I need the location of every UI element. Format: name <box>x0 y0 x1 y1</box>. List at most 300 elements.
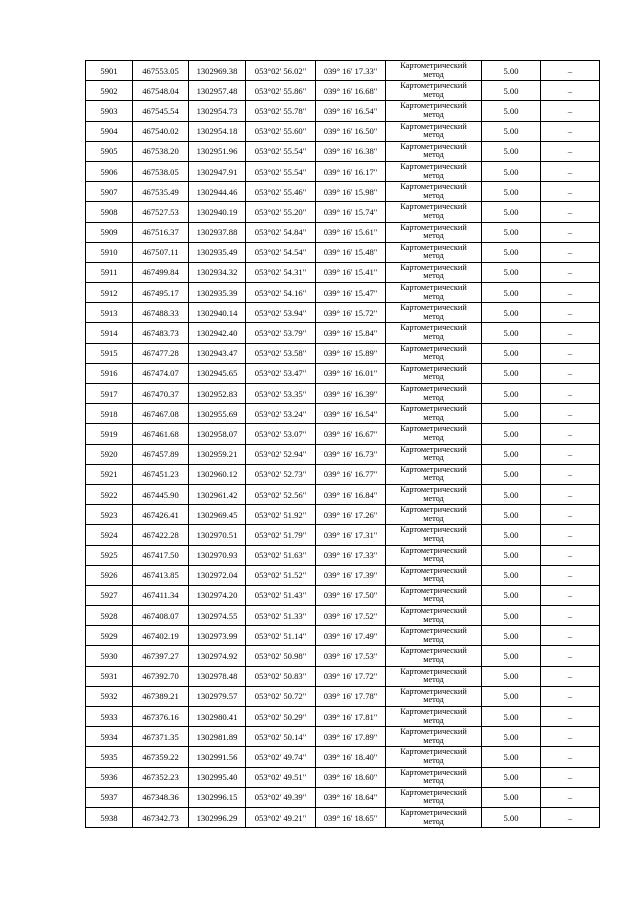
note-cell: – <box>541 202 600 222</box>
note-cell: – <box>541 787 600 807</box>
longitude-cell: 039° 16' 17.89" <box>316 727 386 747</box>
longitude-cell: 039° 16' 15.98" <box>316 182 386 202</box>
latitude-cell: 053°02' 52.73" <box>246 464 316 484</box>
longitude-cell: 039° 16' 16.39" <box>316 384 386 404</box>
x-coordinate-cell: 467553.05 <box>133 61 189 81</box>
table-row <box>86 767 600 787</box>
table-row <box>86 424 600 444</box>
table-row <box>86 606 600 626</box>
note-cell: – <box>541 121 600 141</box>
accuracy-cell: 5.00 <box>482 484 541 504</box>
latitude-cell: 053°02' 51.63" <box>246 545 316 565</box>
y-coordinate-cell: 1302970.93 <box>189 545 246 565</box>
y-coordinate-cell: 1302957.48 <box>189 81 246 101</box>
y-coordinate-cell: 1302996.15 <box>189 787 246 807</box>
latitude-cell: 053°02' 49.21" <box>246 807 316 827</box>
accuracy-cell: 5.00 <box>482 707 541 727</box>
x-coordinate-cell: 467392.70 <box>133 666 189 686</box>
longitude-cell: 039° 16' 18.64" <box>316 787 386 807</box>
point-number-cell: 5938 <box>86 807 133 827</box>
note-cell: – <box>541 384 600 404</box>
point-number-cell: 5910 <box>86 242 133 262</box>
accuracy-cell: 5.00 <box>482 787 541 807</box>
y-coordinate-cell: 1302935.49 <box>189 242 246 262</box>
table-row <box>86 585 600 605</box>
accuracy-cell: 5.00 <box>482 101 541 121</box>
longitude-cell: 039° 16' 16.01" <box>316 363 386 383</box>
y-coordinate-cell: 1302979.57 <box>189 686 246 706</box>
longitude-cell: 039° 16' 17.33" <box>316 61 386 81</box>
latitude-cell: 053°02' 50.72" <box>246 686 316 706</box>
longitude-cell: 039° 16' 15.61" <box>316 222 386 242</box>
accuracy-cell: 5.00 <box>482 161 541 181</box>
latitude-cell: 053°02' 53.07" <box>246 424 316 444</box>
note-cell: – <box>541 807 600 827</box>
method-cell: Картометрический метод <box>386 545 482 565</box>
point-number-cell: 5906 <box>86 161 133 181</box>
point-number-cell: 5915 <box>86 343 133 363</box>
table-row <box>86 343 600 363</box>
method-cell: Картометрический метод <box>386 61 482 81</box>
latitude-cell: 053°02' 49.39" <box>246 787 316 807</box>
note-cell: – <box>541 545 600 565</box>
x-coordinate-cell: 467516.37 <box>133 222 189 242</box>
longitude-cell: 039° 16' 16.50" <box>316 121 386 141</box>
method-cell: Картометрический метод <box>386 767 482 787</box>
method-cell: Картометрический метод <box>386 242 482 262</box>
x-coordinate-cell: 467488.33 <box>133 303 189 323</box>
y-coordinate-cell: 1302940.19 <box>189 202 246 222</box>
note-cell: – <box>541 61 600 81</box>
method-cell: Картометрический метод <box>386 484 482 504</box>
x-coordinate-cell: 467348.36 <box>133 787 189 807</box>
note-cell: – <box>541 262 600 282</box>
y-coordinate-cell: 1302940.14 <box>189 303 246 323</box>
longitude-cell: 039° 16' 17.39" <box>316 565 386 585</box>
latitude-cell: 053°02' 54.54" <box>246 242 316 262</box>
table-row <box>86 727 600 747</box>
point-number-cell: 5912 <box>86 283 133 303</box>
latitude-cell: 053°02' 55.20" <box>246 202 316 222</box>
table-row <box>86 565 600 585</box>
y-coordinate-cell: 1302995.40 <box>189 767 246 787</box>
note-cell: – <box>541 747 600 767</box>
y-coordinate-cell: 1302945.65 <box>189 363 246 383</box>
accuracy-cell: 5.00 <box>482 606 541 626</box>
table-row <box>86 61 600 81</box>
method-cell: Картометрический метод <box>386 182 482 202</box>
note-cell: – <box>541 606 600 626</box>
longitude-cell: 039° 16' 17.26" <box>316 505 386 525</box>
table-row <box>86 505 600 525</box>
accuracy-cell: 5.00 <box>482 505 541 525</box>
y-coordinate-cell: 1302944.46 <box>189 182 246 202</box>
accuracy-cell: 5.00 <box>482 61 541 81</box>
point-number-cell: 5929 <box>86 626 133 646</box>
note-cell: – <box>541 727 600 747</box>
latitude-cell: 053°02' 54.84" <box>246 222 316 242</box>
point-number-cell: 5903 <box>86 101 133 121</box>
table-row <box>86 525 600 545</box>
note-cell: – <box>541 222 600 242</box>
table-row <box>86 101 600 121</box>
latitude-cell: 053°02' 50.83" <box>246 666 316 686</box>
y-coordinate-cell: 1302978.48 <box>189 666 246 686</box>
table-row <box>86 222 600 242</box>
latitude-cell: 053°02' 51.14" <box>246 626 316 646</box>
table-row <box>86 121 600 141</box>
y-coordinate-cell: 1302961.42 <box>189 484 246 504</box>
method-cell: Картометрический метод <box>386 606 482 626</box>
latitude-cell: 053°02' 55.46" <box>246 182 316 202</box>
x-coordinate-cell: 467352.23 <box>133 767 189 787</box>
longitude-cell: 039° 16' 16.54" <box>316 404 386 424</box>
latitude-cell: 053°02' 51.79" <box>246 525 316 545</box>
longitude-cell: 039° 16' 17.78" <box>316 686 386 706</box>
method-cell: Картометрический метод <box>386 81 482 101</box>
x-coordinate-cell: 467535.49 <box>133 182 189 202</box>
latitude-cell: 053°02' 55.60" <box>246 121 316 141</box>
x-coordinate-cell: 467474.07 <box>133 363 189 383</box>
point-number-cell: 5934 <box>86 727 133 747</box>
point-number-cell: 5907 <box>86 182 133 202</box>
longitude-cell: 039° 16' 16.38" <box>316 141 386 161</box>
x-coordinate-cell: 467451.23 <box>133 464 189 484</box>
x-coordinate-cell: 467499.84 <box>133 262 189 282</box>
note-cell: – <box>541 343 600 363</box>
longitude-cell: 039° 16' 16.67" <box>316 424 386 444</box>
latitude-cell: 053°02' 55.54" <box>246 161 316 181</box>
y-coordinate-cell: 1302991.56 <box>189 747 246 767</box>
x-coordinate-cell: 467402.19 <box>133 626 189 646</box>
method-cell: Картометрический метод <box>386 404 482 424</box>
longitude-cell: 039° 16' 15.74" <box>316 202 386 222</box>
note-cell: – <box>541 101 600 121</box>
table-row <box>86 484 600 504</box>
x-coordinate-cell: 467417.50 <box>133 545 189 565</box>
note-cell: – <box>541 646 600 666</box>
accuracy-cell: 5.00 <box>482 646 541 666</box>
x-coordinate-cell: 467483.73 <box>133 323 189 343</box>
method-cell: Картометрический метод <box>386 262 482 282</box>
accuracy-cell: 5.00 <box>482 182 541 202</box>
y-coordinate-cell: 1302935.39 <box>189 283 246 303</box>
latitude-cell: 053°02' 53.79" <box>246 323 316 343</box>
longitude-cell: 039° 16' 17.52" <box>316 606 386 626</box>
point-number-cell: 5901 <box>86 61 133 81</box>
longitude-cell: 039° 16' 15.41" <box>316 262 386 282</box>
x-coordinate-cell: 467371.35 <box>133 727 189 747</box>
table-row <box>86 384 600 404</box>
accuracy-cell: 5.00 <box>482 747 541 767</box>
table-row <box>86 444 600 464</box>
table-row <box>86 707 600 727</box>
y-coordinate-cell: 1302951.96 <box>189 141 246 161</box>
note-cell: – <box>541 81 600 101</box>
point-number-cell: 5926 <box>86 565 133 585</box>
table-row <box>86 81 600 101</box>
x-coordinate-cell: 467527.53 <box>133 202 189 222</box>
point-number-cell: 5909 <box>86 222 133 242</box>
table-row <box>86 787 600 807</box>
point-number-cell: 5931 <box>86 666 133 686</box>
y-coordinate-cell: 1302970.51 <box>189 525 246 545</box>
y-coordinate-cell: 1302943.47 <box>189 343 246 363</box>
accuracy-cell: 5.00 <box>482 404 541 424</box>
method-cell: Картометрический метод <box>386 727 482 747</box>
y-coordinate-cell: 1302960.12 <box>189 464 246 484</box>
latitude-cell: 053°02' 53.58" <box>246 343 316 363</box>
table-row <box>86 182 600 202</box>
y-coordinate-cell: 1302996.29 <box>189 807 246 827</box>
point-number-cell: 5935 <box>86 747 133 767</box>
method-cell: Картометрический метод <box>386 121 482 141</box>
accuracy-cell: 5.00 <box>482 585 541 605</box>
table-row <box>86 283 600 303</box>
note-cell: – <box>541 161 600 181</box>
longitude-cell: 039° 16' 16.77" <box>316 464 386 484</box>
longitude-cell: 039° 16' 17.81" <box>316 707 386 727</box>
latitude-cell: 053°02' 51.33" <box>246 606 316 626</box>
longitude-cell: 039° 16' 17.33" <box>316 545 386 565</box>
accuracy-cell: 5.00 <box>482 686 541 706</box>
latitude-cell: 053°02' 54.31" <box>246 262 316 282</box>
note-cell: – <box>541 141 600 161</box>
y-coordinate-cell: 1302980.41 <box>189 707 246 727</box>
accuracy-cell: 5.00 <box>482 202 541 222</box>
point-number-cell: 5917 <box>86 384 133 404</box>
accuracy-cell: 5.00 <box>482 283 541 303</box>
point-number-cell: 5914 <box>86 323 133 343</box>
x-coordinate-cell: 467376.16 <box>133 707 189 727</box>
accuracy-cell: 5.00 <box>482 807 541 827</box>
x-coordinate-cell: 467445.90 <box>133 484 189 504</box>
x-coordinate-cell: 467359.22 <box>133 747 189 767</box>
longitude-cell: 039° 16' 16.73" <box>316 444 386 464</box>
point-number-cell: 5927 <box>86 585 133 605</box>
x-coordinate-cell: 467507.11 <box>133 242 189 262</box>
method-cell: Картометрический метод <box>386 585 482 605</box>
note-cell: – <box>541 484 600 504</box>
latitude-cell: 053°02' 50.29" <box>246 707 316 727</box>
method-cell: Картометрический метод <box>386 787 482 807</box>
method-cell: Картометрический метод <box>386 343 482 363</box>
x-coordinate-cell: 467495.17 <box>133 283 189 303</box>
table-row <box>86 202 600 222</box>
x-coordinate-cell: 467540.02 <box>133 121 189 141</box>
accuracy-cell: 5.00 <box>482 303 541 323</box>
method-cell: Картометрический метод <box>386 707 482 727</box>
x-coordinate-cell: 467342.73 <box>133 807 189 827</box>
document-page <box>85 60 599 828</box>
latitude-cell: 053°02' 55.86" <box>246 81 316 101</box>
method-cell: Картометрический метод <box>386 646 482 666</box>
table-row <box>86 626 600 646</box>
y-coordinate-cell: 1302952.83 <box>189 384 246 404</box>
latitude-cell: 053°02' 51.52" <box>246 565 316 585</box>
note-cell: – <box>541 626 600 646</box>
point-number-cell: 5928 <box>86 606 133 626</box>
method-cell: Картометрический метод <box>386 686 482 706</box>
point-number-cell: 5913 <box>86 303 133 323</box>
point-number-cell: 5922 <box>86 484 133 504</box>
point-number-cell: 5936 <box>86 767 133 787</box>
note-cell: – <box>541 404 600 424</box>
table-row <box>86 363 600 383</box>
note-cell: – <box>541 424 600 444</box>
table-row <box>86 242 600 262</box>
table-row <box>86 666 600 686</box>
latitude-cell: 053°02' 50.14" <box>246 727 316 747</box>
x-coordinate-cell: 467477.28 <box>133 343 189 363</box>
accuracy-cell: 5.00 <box>482 444 541 464</box>
accuracy-cell: 5.00 <box>482 545 541 565</box>
method-cell: Картометрический метод <box>386 161 482 181</box>
table-row <box>86 807 600 827</box>
longitude-cell: 039° 16' 16.84" <box>316 484 386 504</box>
longitude-cell: 039° 16' 17.50" <box>316 585 386 605</box>
latitude-cell: 053°02' 56.02" <box>246 61 316 81</box>
x-coordinate-cell: 467389.21 <box>133 686 189 706</box>
point-number-cell: 5919 <box>86 424 133 444</box>
accuracy-cell: 5.00 <box>482 141 541 161</box>
point-number-cell: 5916 <box>86 363 133 383</box>
x-coordinate-cell: 467413.85 <box>133 565 189 585</box>
y-coordinate-cell: 1302973.99 <box>189 626 246 646</box>
table-row <box>86 686 600 706</box>
x-coordinate-cell: 467470.37 <box>133 384 189 404</box>
longitude-cell: 039° 16' 18.65" <box>316 807 386 827</box>
x-coordinate-cell: 467538.05 <box>133 161 189 181</box>
accuracy-cell: 5.00 <box>482 363 541 383</box>
y-coordinate-cell: 1302954.18 <box>189 121 246 141</box>
x-coordinate-cell: 467426.41 <box>133 505 189 525</box>
latitude-cell: 053°02' 53.35" <box>246 384 316 404</box>
method-cell: Картометрический метод <box>386 202 482 222</box>
latitude-cell: 053°02' 50.98" <box>246 646 316 666</box>
x-coordinate-cell: 467548.04 <box>133 81 189 101</box>
accuracy-cell: 5.00 <box>482 242 541 262</box>
x-coordinate-cell: 467411.34 <box>133 585 189 605</box>
table-row <box>86 545 600 565</box>
longitude-cell: 039° 16' 17.31" <box>316 525 386 545</box>
method-cell: Картометрический метод <box>386 303 482 323</box>
y-coordinate-cell: 1302954.73 <box>189 101 246 121</box>
longitude-cell: 039° 16' 18.60" <box>316 767 386 787</box>
note-cell: – <box>541 686 600 706</box>
y-coordinate-cell: 1302934.32 <box>189 262 246 282</box>
longitude-cell: 039° 16' 16.17" <box>316 161 386 181</box>
note-cell: – <box>541 182 600 202</box>
note-cell: – <box>541 666 600 686</box>
accuracy-cell: 5.00 <box>482 121 541 141</box>
y-coordinate-cell: 1302972.04 <box>189 565 246 585</box>
method-cell: Картометрический метод <box>386 505 482 525</box>
method-cell: Картометрический метод <box>386 384 482 404</box>
method-cell: Картометрический метод <box>386 444 482 464</box>
note-cell: – <box>541 303 600 323</box>
longitude-cell: 039° 16' 15.84" <box>316 323 386 343</box>
note-cell: – <box>541 464 600 484</box>
method-cell: Картометрический метод <box>386 101 482 121</box>
longitude-cell: 039° 16' 15.47" <box>316 283 386 303</box>
table-row <box>86 161 600 181</box>
accuracy-cell: 5.00 <box>482 525 541 545</box>
accuracy-cell: 5.00 <box>482 323 541 343</box>
note-cell: – <box>541 283 600 303</box>
table-row <box>86 464 600 484</box>
y-coordinate-cell: 1302958.07 <box>189 424 246 444</box>
latitude-cell: 053°02' 55.54" <box>246 141 316 161</box>
note-cell: – <box>541 767 600 787</box>
point-number-cell: 5905 <box>86 141 133 161</box>
note-cell: – <box>541 444 600 464</box>
accuracy-cell: 5.00 <box>482 565 541 585</box>
note-cell: – <box>541 565 600 585</box>
accuracy-cell: 5.00 <box>482 767 541 787</box>
y-coordinate-cell: 1302981.89 <box>189 727 246 747</box>
method-cell: Картометрический метод <box>386 565 482 585</box>
accuracy-cell: 5.00 <box>482 666 541 686</box>
point-number-cell: 5921 <box>86 464 133 484</box>
point-number-cell: 5911 <box>86 262 133 282</box>
latitude-cell: 053°02' 49.74" <box>246 747 316 767</box>
point-number-cell: 5918 <box>86 404 133 424</box>
latitude-cell: 053°02' 49.51" <box>246 767 316 787</box>
longitude-cell: 039° 16' 16.68" <box>316 81 386 101</box>
accuracy-cell: 5.00 <box>482 727 541 747</box>
x-coordinate-cell: 467467.08 <box>133 404 189 424</box>
accuracy-cell: 5.00 <box>482 626 541 646</box>
accuracy-cell: 5.00 <box>482 384 541 404</box>
method-cell: Картометрический метод <box>386 283 482 303</box>
point-number-cell: 5904 <box>86 121 133 141</box>
y-coordinate-cell: 1302937.88 <box>189 222 246 242</box>
note-cell: – <box>541 707 600 727</box>
x-coordinate-cell: 467538.20 <box>133 141 189 161</box>
note-cell: – <box>541 363 600 383</box>
table-row <box>86 141 600 161</box>
method-cell: Картометрический метод <box>386 323 482 343</box>
y-coordinate-cell: 1302974.55 <box>189 606 246 626</box>
latitude-cell: 053°02' 55.78" <box>246 101 316 121</box>
note-cell: – <box>541 525 600 545</box>
coordinates-table <box>85 60 600 828</box>
note-cell: – <box>541 585 600 605</box>
method-cell: Картометрический метод <box>386 626 482 646</box>
table-row <box>86 646 600 666</box>
point-number-cell: 5925 <box>86 545 133 565</box>
latitude-cell: 053°02' 53.24" <box>246 404 316 424</box>
y-coordinate-cell: 1302959.21 <box>189 444 246 464</box>
method-cell: Картометрический метод <box>386 464 482 484</box>
y-coordinate-cell: 1302955.69 <box>189 404 246 424</box>
accuracy-cell: 5.00 <box>482 222 541 242</box>
point-number-cell: 5932 <box>86 686 133 706</box>
latitude-cell: 053°02' 52.56" <box>246 484 316 504</box>
method-cell: Картометрический метод <box>386 747 482 767</box>
latitude-cell: 053°02' 51.43" <box>246 585 316 605</box>
latitude-cell: 053°02' 54.16" <box>246 283 316 303</box>
method-cell: Картометрический метод <box>386 222 482 242</box>
point-number-cell: 5908 <box>86 202 133 222</box>
point-number-cell: 5923 <box>86 505 133 525</box>
table-row <box>86 303 600 323</box>
point-number-cell: 5924 <box>86 525 133 545</box>
latitude-cell: 053°02' 53.47" <box>246 363 316 383</box>
method-cell: Картометрический метод <box>386 424 482 444</box>
table-row <box>86 262 600 282</box>
